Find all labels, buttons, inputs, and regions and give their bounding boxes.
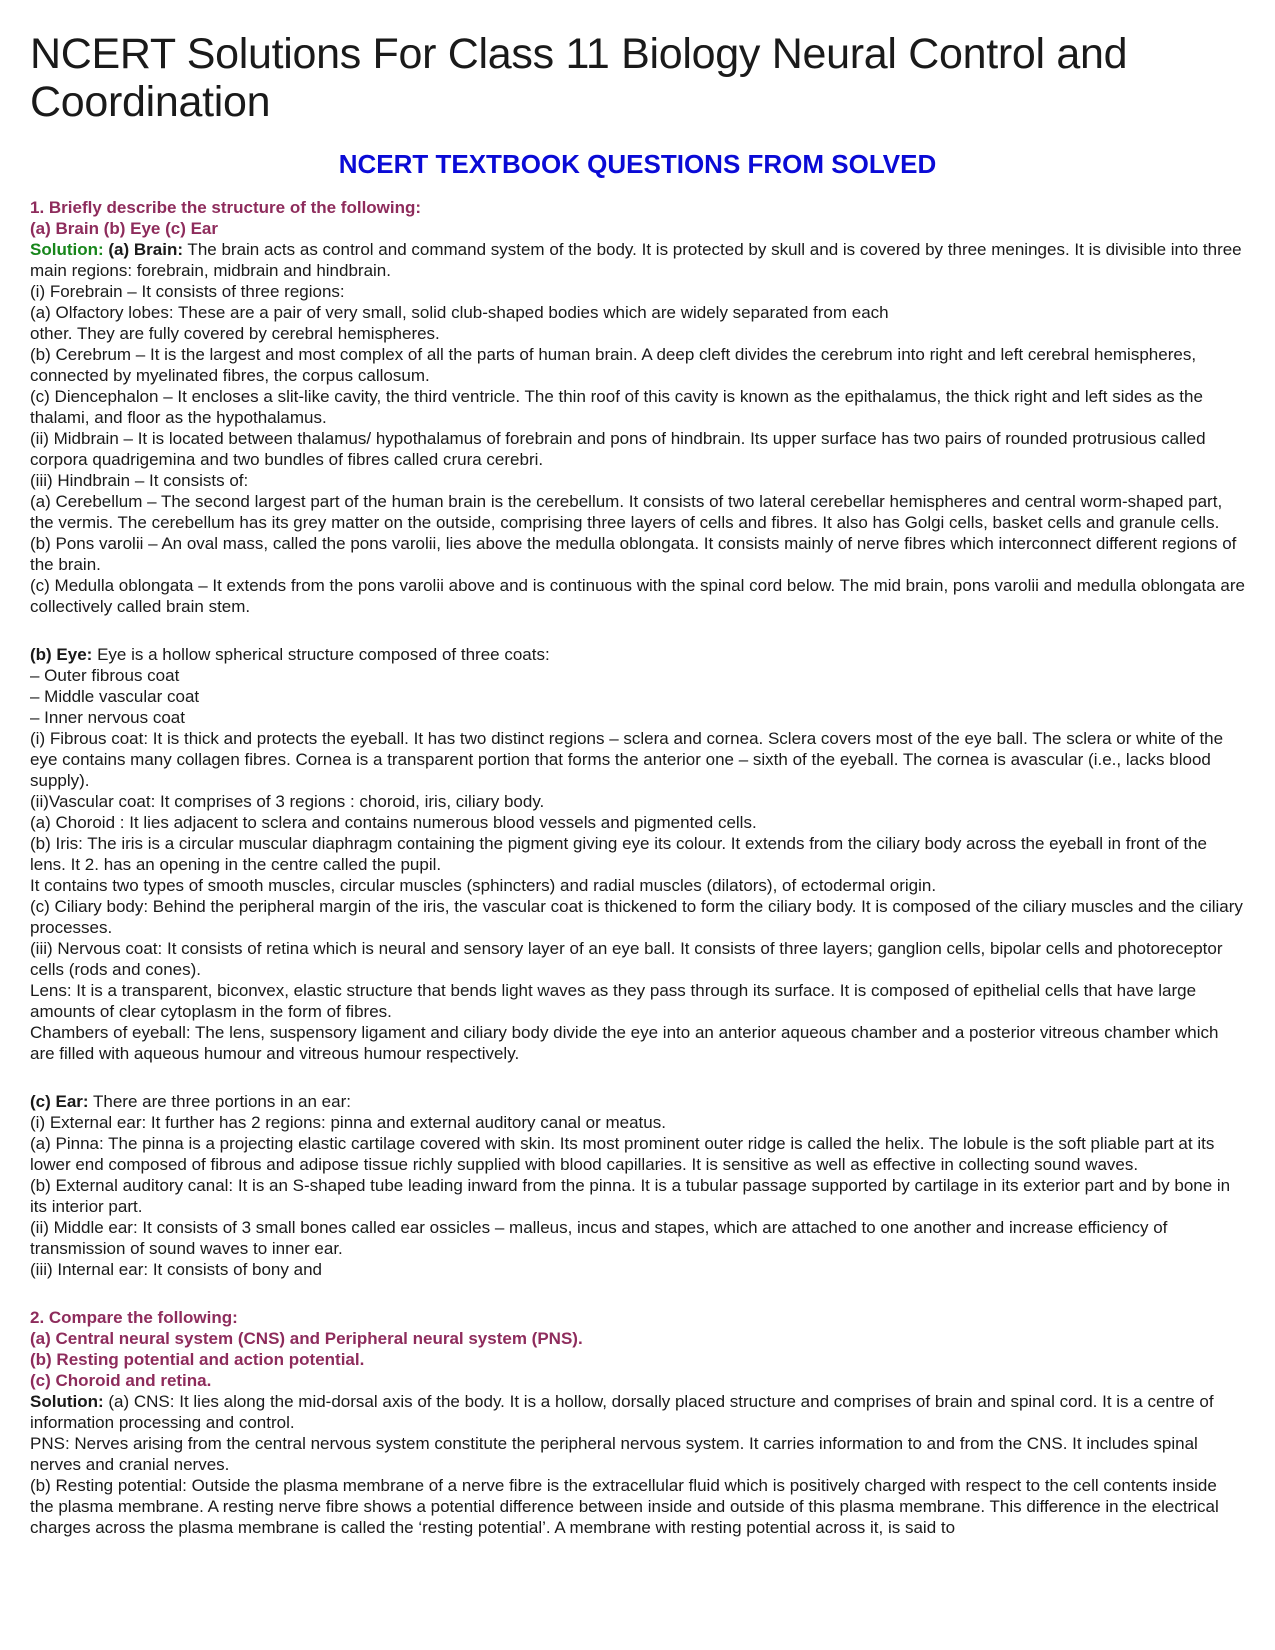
eye-line: It contains two types of smooth muscles, circular muscles (sphincters) and radial muscles (dilators), of ectodermal origin.: [30, 876, 937, 895]
solution-line: PNS: Nerves arising from the central nervous system constitute the peripheral nervous system. It carries information to and from the CNS. It includes spinal nerves and cranial nerves.: [30, 1434, 1198, 1474]
solution-label: Solution:: [30, 240, 104, 259]
ear-intro: There are three portions in an ear:: [88, 1092, 351, 1111]
eye-paragraph: [30, 644, 1245, 665]
eye-line: (iii) Nervous coat: It consists of retina which is neural and sensory layer of an eye ball. It consists of three layers; ganglion cells, bipolar cells and photoreceptor cells (rods and cones).: [30, 939, 1223, 979]
question-1: [30, 197, 1245, 1280]
eye-line: – Inner nervous coat: [30, 708, 185, 727]
brain-line: (i) Forebrain – It consists of three regions:: [30, 282, 345, 301]
spacer: [30, 1064, 1245, 1091]
brain-line: (c) Diencephalon – It encloses a slit-like cavity, the third ventricle. The thin roof of this cavity is known as the epithalamus, the thick right and left sides as the thalami, and floor as the hypothalamus.: [30, 387, 1203, 427]
question-2-line: (a) Central neural system (CNS) and Peripheral neural system (PNS).: [30, 1329, 583, 1348]
question-1-line: 1. Briefly describe the structure of the following:: [30, 198, 422, 217]
brain-label: (a) Brain:: [108, 240, 184, 259]
ear-paragraph: [30, 1091, 1245, 1112]
spacer: [30, 617, 1245, 644]
question-1-line: (a) Brain (b) Eye (c) Ear: [30, 219, 218, 238]
ear-line: (b) External auditory canal: It is an S-shaped tube leading inward from the pinna. It is a tubular passage supported by cartilage in its exterior part and by bone in its interior part.: [30, 1176, 1231, 1216]
question-2-line: (c) Choroid and retina.: [30, 1371, 212, 1390]
brain-line: (b) Pons varolii – An oval mass, called the pons varolii, lies above the medulla oblongata. It consists mainly of nerve fibres which interconnect different regions of the brain.: [30, 534, 1237, 574]
eye-line: – Outer fibrous coat: [30, 666, 180, 685]
ear-label: (c) Ear:: [30, 1092, 89, 1111]
spacer: [30, 1280, 1245, 1307]
brain-line: (iii) Hindbrain – It consists of:: [30, 471, 249, 490]
ear-line: (iii) Internal ear: It consists of bony and: [30, 1260, 322, 1279]
eye-line: Lens: It is a transparent, biconvex, elastic structure that bends light waves as they pass through its surface. It is composed of epithelial cells that have large amounts of clear cytoplasm in the form of fibres.: [30, 981, 1197, 1021]
eye-line: (i) Fibrous coat: It is thick and protects the eyeball. It has two distinct regions – sclera and cornea. Sclera covers most of the eye ball. The sclera or white of the eye contains many collagen fibres. Cornea is a transparent portion that forms the anterior one – sixth of the eyeball. The cornea is avascular (i.e., lacks blood supply).: [30, 729, 1224, 790]
solution-paragraph: [30, 1391, 1245, 1433]
brain-intro: The brain acts as control and command system of the body. It is protected by skull and is covered by three meninges. It is divisible into three main regions: forebrain, midbrain and hindbrain.: [30, 240, 1242, 280]
question-2-line: (b) Resting potential and action potential.: [30, 1350, 365, 1369]
question-2-line: 2. Compare the following:: [30, 1308, 238, 1327]
eye-line: (c) Ciliary body: Behind the peripheral margin of the iris, the vascular coat is thickened to form the ciliary body. It is composed of the ciliary muscles and the ciliary processes.: [30, 897, 1243, 937]
brain-paragraph: [30, 239, 1245, 281]
eye-label: (b) Eye:: [30, 645, 93, 664]
solution-line: (b) Resting potential: Outside the plasma membrane of a nerve fibre is the extracellular fluid which is positively charged with respect to the cell contents inside the plasma membrane. A resting nerve fibre shows a potential difference between inside and outside of this plasma membrane. This difference in the electrical charges across the plasma membrane is called the ‘resting potential’. A membrane with resting potential across it, is said to: [30, 1476, 1219, 1537]
brain-line: (a) Olfactory lobes: These are a pair of very small, solid club-shaped bodies which are widely separated from each: [30, 303, 889, 322]
eye-line: Chambers of eyeball: The lens, suspensory ligament and ciliary body divide the eye into an anterior aqueous chamber and a posterior vitreous chamber which are filled with aqueous humour and vitreous humour respectively.: [30, 1023, 1219, 1063]
page-title: NCERT Solutions For Class 11 Biology Neural Control and Coordination: [30, 30, 1128, 126]
brain-line: other. They are fully covered by cerebral hemispheres.: [30, 324, 440, 343]
solution-label: Solution:: [30, 1392, 104, 1411]
eye-line: (a) Choroid : It lies adjacent to sclera and contains numerous blood vessels and pigmented cells.: [30, 813, 757, 832]
eye-line: – Middle vascular coat: [30, 687, 200, 706]
solution-intro: (a) CNS: It lies along the mid-dorsal axis of the body. It is a hollow, dorsally placed structure and comprises of brain and spinal cord. It is a centre of information processing and control.: [30, 1392, 1214, 1432]
brain-line: (c) Medulla oblongata – It extends from the pons varolii above and is continuous with the spinal cord below. The mid brain, pons varolii and medulla oblongata are collectively called brain stem.: [30, 576, 1245, 616]
ear-line: (i) External ear: It further has 2 regions: pinna and external auditory canal or meatus.: [30, 1113, 666, 1132]
ear-line: (ii) Middle ear: It consists of 3 small bones called ear ossicles – malleus, incus and stapes, which are attached to one another and increase efficiency of transmission of sound waves to inner ear.: [30, 1218, 1168, 1258]
brain-line: (a) Cerebellum – The second largest part of the human brain is the cerebellum. It consists of two lateral cerebellar hemispheres and central worm-shaped part, the vermis. The cerebellum has its grey matter on the outside, comprising three layers of cells and fibres. It also has Golgi cells, basket cells and granule cells.: [30, 492, 1223, 532]
eye-line: (b) Iris: The iris is a circular muscular diaphragm containing the pigment giving eye its colour. It extends from the ciliary body across the eyeball in front of the lens. It 2. has an opening in the centre called the pupil.: [30, 834, 1208, 874]
section-subheading: NCERT TEXTBOOK QUESTIONS FROM SOLVED: [338, 149, 937, 179]
ear-line: (a) Pinna: The pinna is a projecting elastic cartilage covered with skin. Its most prominent outer ridge is called the helix. The lobule is the soft pliable part at its lower end composed of fibrous and adipose tissue richly supplied with blood capillaries. It is sensitive as well as effective in collecting sound waves.: [30, 1134, 1215, 1174]
eye-line: (ii)Vascular coat: It comprises of 3 regions : choroid, iris, ciliary body.: [30, 792, 545, 811]
eye-intro: Eye is a hollow spherical structure composed of three coats:: [92, 645, 550, 664]
brain-line: (b) Cerebrum – It is the largest and most complex of all the parts of human brain. A deep cleft divides the cerebrum into right and left cerebral hemispheres, connected by myelinated fibres, the corpus callosum.: [30, 345, 1197, 385]
question-2: [30, 1307, 1245, 1538]
brain-line: (ii) Midbrain – It is located between thalamus/ hypothalamus of forebrain and pons of hindbrain. Its upper surface has two pairs of rounded protrusious called corpora quadrigemina and two bundles of fibres called crura cerebri.: [30, 429, 1206, 469]
